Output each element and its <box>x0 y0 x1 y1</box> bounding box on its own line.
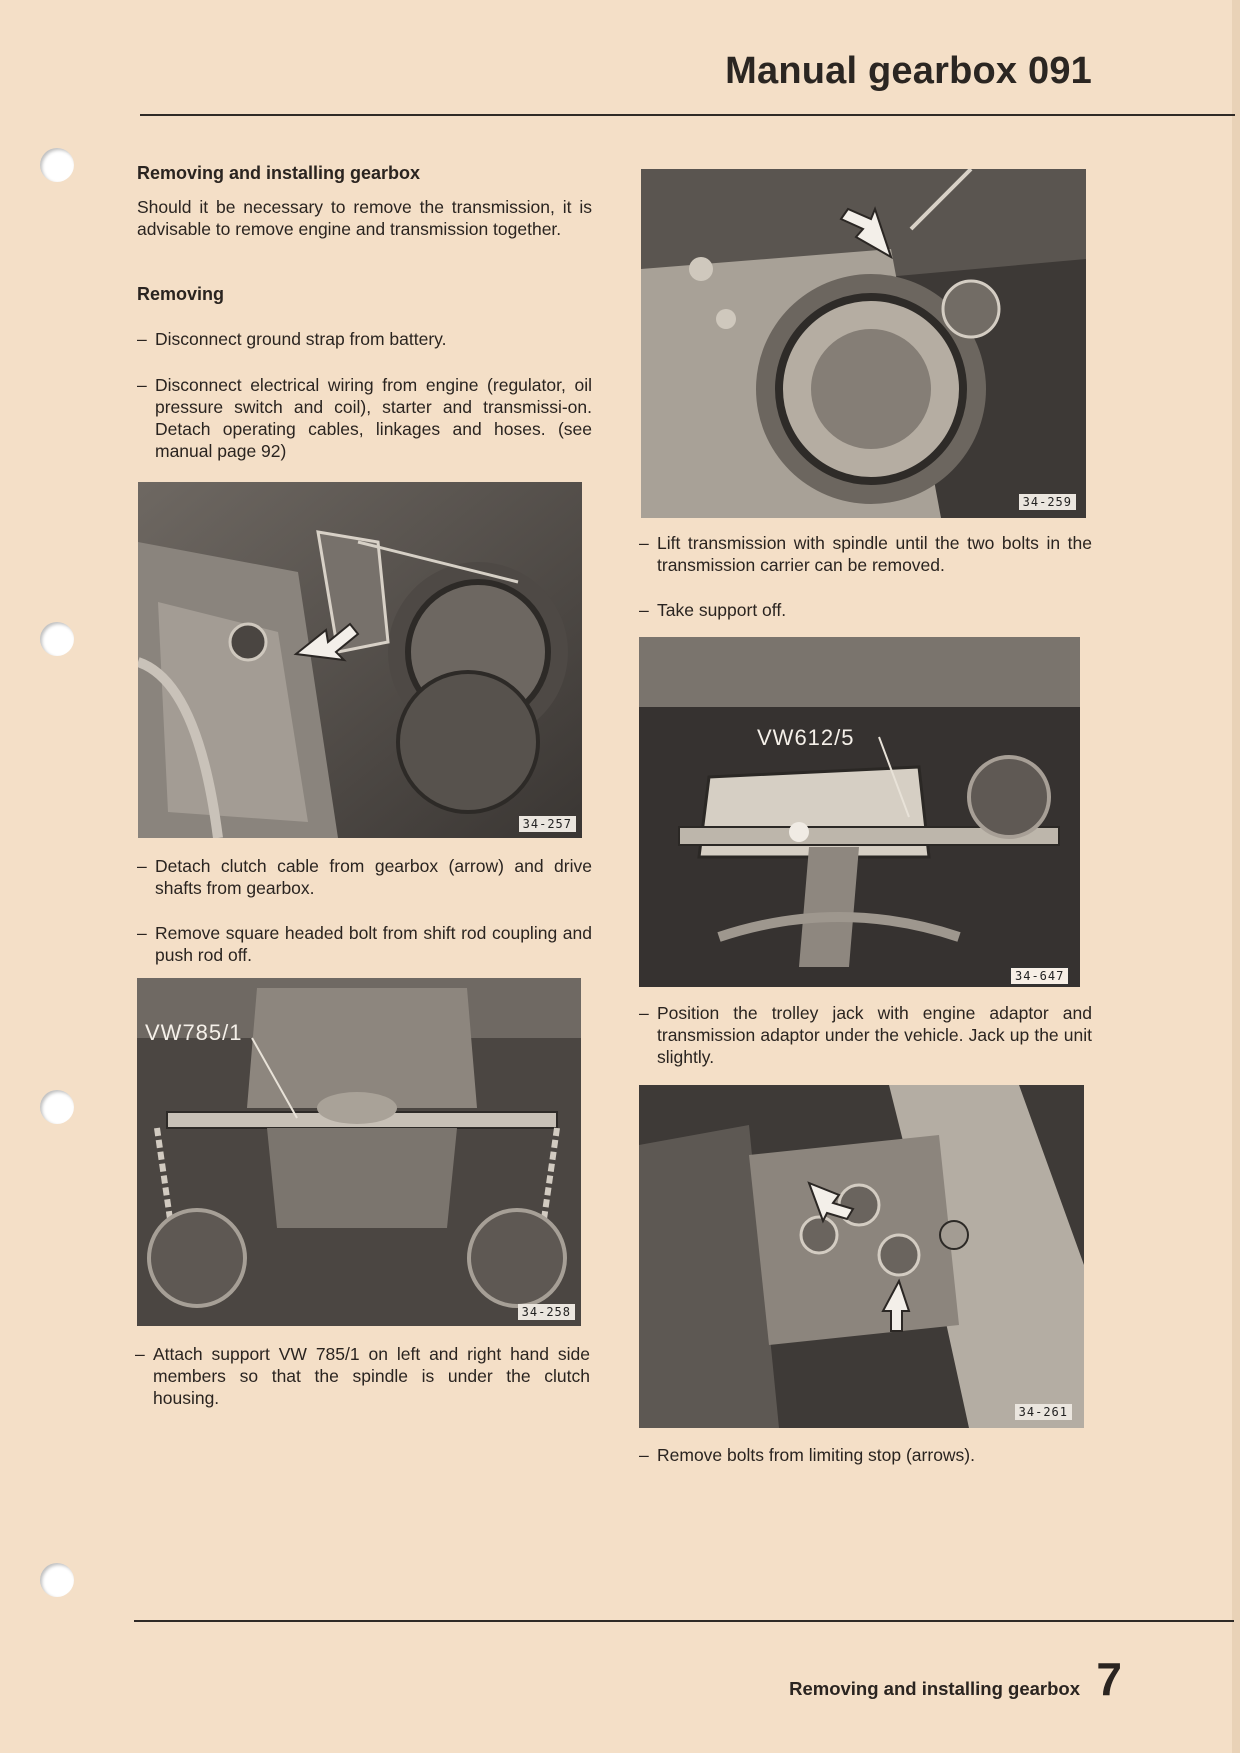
figure-label: 34-259 <box>1019 494 1076 510</box>
step-item <box>639 532 1092 576</box>
figure-34-259 <box>641 169 1086 518</box>
page-number: 7 <box>1096 1653 1122 1705</box>
footer-section-title: Removing and installing gearbox <box>789 1678 1080 1699</box>
binder-hole <box>40 148 74 182</box>
dash-icon: – <box>137 923 147 943</box>
tool-label-vw612-5: VW612/5 <box>757 725 855 750</box>
figure-label: 34-647 <box>1010 967 1069 985</box>
dash-icon: – <box>137 856 147 876</box>
figure-label: 34-261 <box>1015 1404 1072 1420</box>
footer-rule <box>134 1620 1234 1622</box>
step-text: Remove bolts from limiting stop (arrows). <box>657 1445 975 1465</box>
section-heading: Removing and installing gearbox <box>137 163 421 183</box>
dash-icon: – <box>639 1003 649 1023</box>
figure-34-261 <box>639 1085 1084 1428</box>
step-item <box>137 374 592 462</box>
dash-icon: – <box>639 533 649 553</box>
dash-icon: – <box>137 375 147 395</box>
step-item <box>639 1002 1092 1068</box>
step-text: Take support off. <box>657 600 787 620</box>
step-item <box>639 599 1092 621</box>
binder-hole <box>40 622 74 656</box>
step-text: Remove square headed bolt from shift rod coupling and push rod off. <box>155 923 592 965</box>
page-edge <box>1232 0 1240 1753</box>
step-item <box>137 328 592 350</box>
step-item <box>639 1444 1092 1466</box>
figure-34-258 <box>137 978 581 1326</box>
binder-hole <box>40 1090 74 1124</box>
dash-icon: – <box>639 1445 649 1465</box>
figure-34-647 <box>639 637 1080 987</box>
dash-icon: – <box>137 329 147 349</box>
binder-hole <box>40 1563 74 1597</box>
dash-icon: – <box>135 1344 145 1364</box>
step-text: Position the trolley jack with engine adaptor and transmission adaptor under the vehicle. Jack up the unit slightly. <box>657 1003 1092 1067</box>
figure-label: 34-257 <box>519 816 576 832</box>
step-text: Disconnect electrical wiring from engine (regulator, oil pressure switch and coil), starter and transmissi-on. Detach operating cables, linkages and hoses. (see manual page 92) <box>155 375 592 461</box>
tool-label-vw785-1: VW785/1 <box>145 1020 243 1045</box>
figure-34-257 <box>138 482 582 838</box>
step-text: Lift transmission with spindle until the two bolts in the transmission carrier can be removed. <box>657 533 1092 575</box>
step-item <box>135 1343 590 1409</box>
subheading-removing: Removing <box>137 284 225 304</box>
figure-label: 34-258 <box>518 1304 575 1320</box>
step-item <box>137 855 592 899</box>
step-item <box>137 922 592 966</box>
step-text: Detach clutch cable from gearbox (arrow) and drive shafts from gearbox. <box>155 856 592 898</box>
step-text: Disconnect ground strap from battery. <box>155 329 447 349</box>
step-text: Attach support VW 785/1 on left and right hand side members so that the spindle is under the clutch housing. <box>153 1344 590 1408</box>
intro-text: Should it be necessary to remove the transmission, it is advisable to remove engine and transmission together. <box>137 197 592 239</box>
header-rule <box>140 114 1235 116</box>
page-title: Manual gearbox 091 <box>725 50 1092 92</box>
dash-icon: – <box>639 600 649 620</box>
